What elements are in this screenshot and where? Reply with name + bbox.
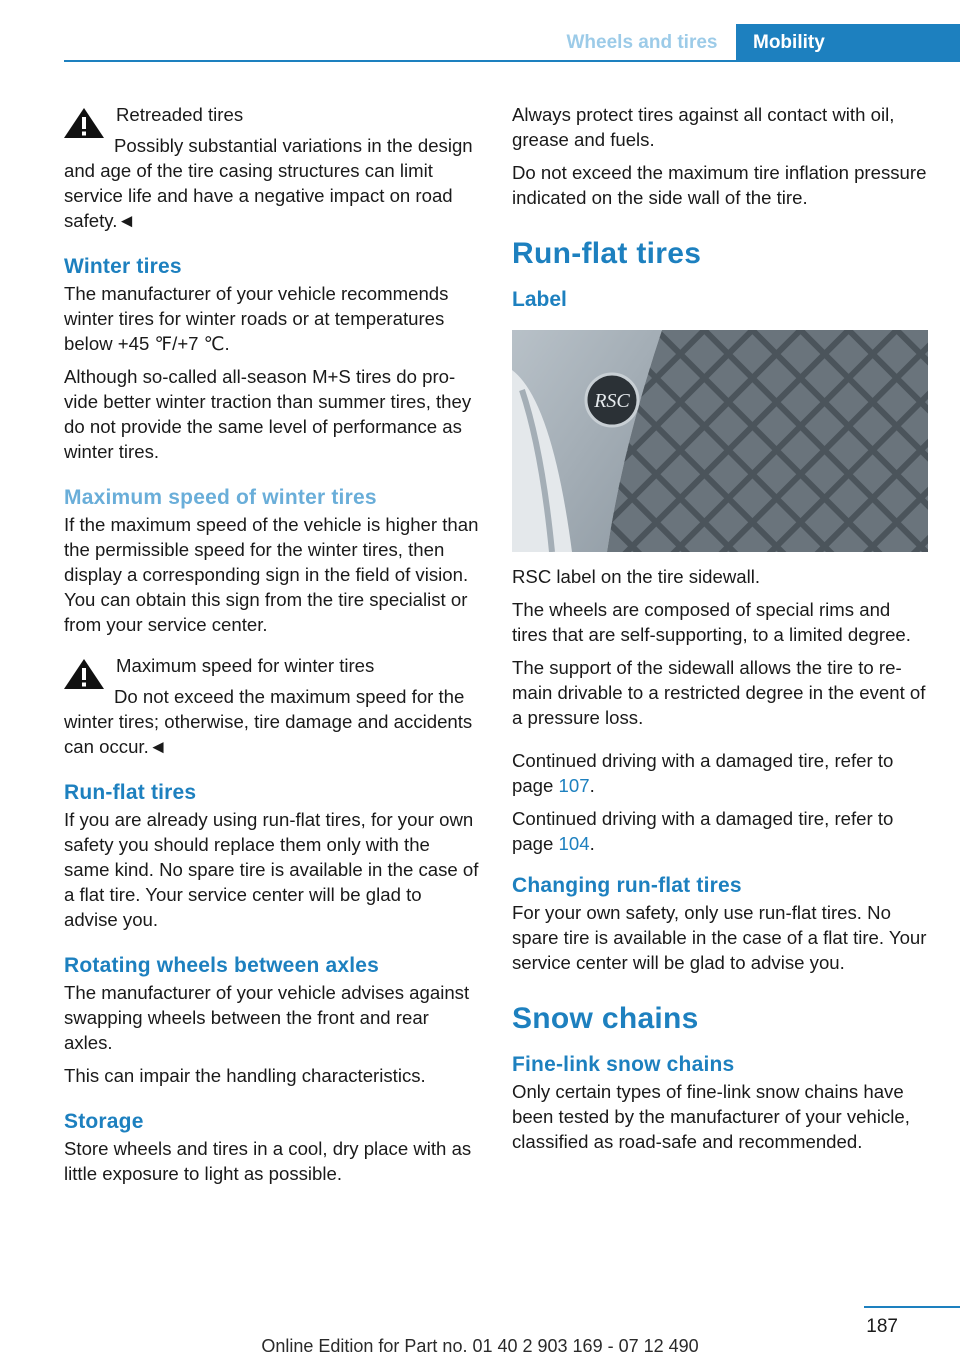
- ref-text: Continued driving with a damaged tire, refer to page: [512, 808, 894, 854]
- footer-rule: [864, 1306, 960, 1308]
- left-column: [64, 102, 480, 1194]
- cross-reference: [512, 748, 928, 798]
- header-chapter-tab: Mobility: [736, 24, 960, 62]
- paragraph: The manufacturer of your vehicle advises against swapping wheels between the front and rear axles.: [64, 982, 470, 1053]
- paragraph: The support of the sidewall allows the tire to remain drivable to a restricted degree in the event of a pressure loss.: [512, 657, 926, 728]
- rsc-tire-illustration: [512, 330, 928, 552]
- page-link-104[interactable]: 104: [558, 833, 590, 854]
- heading-storage: Storage: [64, 1110, 144, 1133]
- ref-text: Continued driving with a damaged tire, refer to page: [512, 750, 894, 796]
- title-run-flat-tires: Run-flat tires: [512, 237, 702, 270]
- paragraph: Always protect tires against all contact with oil, grease and fuels.: [512, 104, 895, 150]
- warning-triangle-icon: [62, 657, 106, 691]
- figure-caption: RSC label on the tire sidewall.: [512, 566, 761, 587]
- paragraph: The manufacturer of your vehicle recommends winter tires for winter roads or at temperatures below +45 ℉/+7 ℃.: [64, 283, 449, 354]
- heading-fine-link-chains: Fine-link snow chains: [512, 1053, 735, 1076]
- ref-end: .: [589, 833, 595, 854]
- heading-max-speed-winter: Maximum speed of winter tires: [64, 486, 377, 509]
- paragraph: The wheels are composed of special rims and tires that are self-supporting, to a limited degree.: [512, 599, 911, 645]
- heading-winter-tires: Winter tires: [64, 255, 182, 278]
- paragraph: If the maximum speed of the vehicle is higher than the permissible speed for the winter tires, then display a corresponding sign in the field of vision. You can obtain this sign from the tire specialist or from your service center.: [64, 514, 479, 635]
- warning-max-speed: [64, 653, 480, 759]
- cross-reference: [512, 806, 928, 856]
- heading-label: Label: [512, 288, 567, 311]
- paragraph: Do not exceed the maximum tire inflation pressure indicated on the side wall of the tire.: [512, 162, 927, 208]
- paragraph: If you are already using run-flat tires, for your own safety you should replace them only with the same kind. No spare tire is available in the case of a flat tire. Your service center will be glad to advise you.: [64, 809, 479, 930]
- tire-sidewall-image: [512, 330, 928, 552]
- warning-text: Do not exceed the maximum speed for the winter tires; otherwise, tire damage and accidents can occur.◄: [64, 686, 473, 757]
- warning-title: Retreaded tires: [116, 104, 244, 125]
- warning-retreaded-tires: [64, 102, 480, 233]
- paragraph: Store wheels and tires in a cool, dry place with as little exposure to light as possible.: [64, 1138, 472, 1184]
- warning-title: Maximum speed for winter tires: [116, 655, 375, 676]
- heading-changing-run-flat: Changing run-flat tires: [512, 874, 742, 897]
- paragraph: Only certain types of fine-link snow chains have been tested by the manufacturer of your vehicle, classified as road-safe and recommended.: [512, 1081, 910, 1152]
- warning-text: Possibly substantial variations in the design and age of the tire casing structures can limit service life and have a negative impact on road safety.◄: [64, 135, 473, 231]
- rsc-logo-text: RSC: [594, 390, 630, 412]
- ref-end: .: [589, 775, 595, 796]
- header-section-title: Wheels and tires: [566, 32, 718, 53]
- header-rule: [64, 60, 960, 62]
- right-column: [512, 102, 928, 1162]
- warning-triangle-icon: [62, 106, 106, 140]
- heading-run-flat-tires: Run-flat tires: [64, 781, 197, 804]
- paragraph: This can impair the handling characteristics.: [64, 1065, 426, 1086]
- paragraph: For your own safety, only use run-flat tires. No spare tire is available in the case of a flat tire. Your service center will be glad to advise you.: [512, 902, 927, 973]
- edition-footer: Online Edition for Part no. 01 40 2 903 169 - 07 12 490: [261, 1336, 699, 1356]
- paragraph: Although so-called all-season M+S tires do provide better winter traction than summer tires, they do not provide the same level of performance as winter tires.: [64, 366, 472, 462]
- heading-rotating-wheels: Rotating wheels between axles: [64, 954, 380, 977]
- page-number: 187: [866, 1316, 898, 1337]
- title-snow-chains: Snow chains: [512, 1002, 699, 1035]
- page-link-107[interactable]: 107: [558, 775, 590, 796]
